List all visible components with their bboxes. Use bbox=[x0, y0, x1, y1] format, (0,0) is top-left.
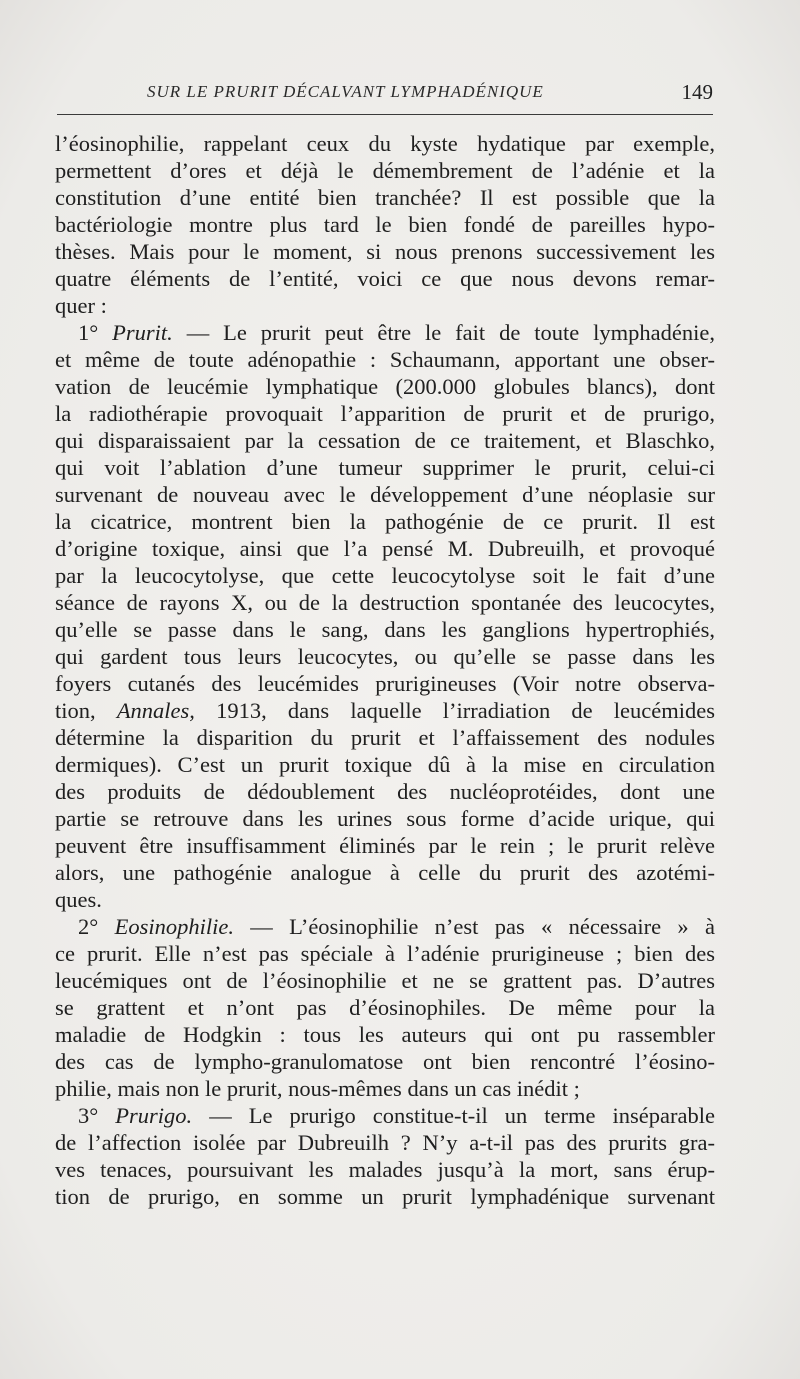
text-line: tion de prurigo, en somme un prurit lymphadénique survenant bbox=[55, 1184, 715, 1209]
text-line: la cicatrice, montrent bien la pathogénie de ce prurit. Il est bbox=[55, 509, 715, 534]
text-line: thèses. Mais pour le moment, si nous prenons successivement les bbox=[55, 239, 715, 264]
text-line: tion, Annales, 1913, dans laquelle l’irradiation de leucémides bbox=[55, 698, 715, 723]
text-line: constitution d’une entité bien tranchée? Il est possible que la bbox=[55, 185, 715, 210]
text-line: peuvent être insuffisamment éliminés par le rein ; le prurit relève bbox=[55, 833, 715, 858]
text-line: alors, une pathogénie analogue à celle du prurit des azotémi- bbox=[55, 860, 715, 885]
text-line: des produits de dédoublement des nucléoprotéides, dont une bbox=[55, 779, 715, 804]
page-header bbox=[57, 78, 713, 112]
text-line: et même de toute adénopathie : Schaumann, apportant une obser- bbox=[55, 347, 715, 372]
text-line: séance de rayons X, ou de la destruction spontanée des leucocytes, bbox=[55, 590, 715, 615]
text-line: qui voit l’ablation d’une tumeur supprimer le prurit, celui-ci bbox=[55, 455, 715, 480]
text-line: d’origine toxique, ainsi que l’a pensé M. Dubreuilh, et provoqué bbox=[55, 536, 715, 561]
text-line: partie se retrouve dans les urines sous forme d’acide urique, qui bbox=[55, 806, 715, 831]
text-line: vation de leucémie lymphatique (200.000 globules blancs), dont bbox=[55, 374, 715, 399]
text-line: philie, mais non le prurit, nous-mêmes dans un cas inédit ; bbox=[55, 1076, 580, 1101]
text-line: quatre éléments de l’entité, voici ce que nous devons remar- bbox=[55, 266, 715, 291]
section-prurigo-heading-line: 3° Prurigo. — Le prurigo constitue-t-il un terme inséparable bbox=[78, 1103, 715, 1128]
header-rule bbox=[57, 114, 713, 115]
text-line: survenant de nouveau avec le développement d’une néoplasie sur bbox=[55, 482, 715, 507]
text-line: par la leucocytolyse, que cette leucocytolyse soit le fait d’une bbox=[55, 563, 715, 588]
text-line: bactériologie montre plus tard le bien fondé de pareilles hypo- bbox=[55, 212, 715, 237]
text-line: de l’affection isolée par Dubreuilh ? N’y a-t-il pas des prurits gra- bbox=[55, 1130, 715, 1155]
text-line: qui disparaissaient par la cessation de ce traitement, et Blaschko, bbox=[55, 428, 715, 453]
running-title: SUR LE PRURIT DÉCALVANT LYMPHADÉNIQUE bbox=[147, 82, 544, 101]
text-line: qu’elle se passe dans le sang, dans les ganglions hypertrophiés, bbox=[55, 617, 715, 642]
text-line: maladie de Hodgkin : tous les auteurs qui ont pu rassembler bbox=[55, 1022, 715, 1047]
section-prurit-heading-line: 1° Prurit. — Le prurit peut être le fait de toute lymphadénie, bbox=[78, 320, 715, 345]
text-line: permettent d’ores et déjà le démembrement de l’adénie et la bbox=[55, 158, 715, 183]
section-eosinophilie-heading-line: 2° Eosinophilie. — L’éosinophilie n’est pas « nécessaire » à bbox=[78, 914, 716, 939]
text-line: l’éosinophilie, rappelant ceux du kyste hydatique par exemple, bbox=[55, 131, 715, 156]
text-line: la radiothérapie provoquait l’apparition de prurit et de prurigo, bbox=[55, 401, 715, 426]
body-text bbox=[55, 130, 715, 1210]
text-line: des cas de lympho-granulomatose ont bien rencontré l’éosino- bbox=[55, 1049, 715, 1074]
page-number: 149 bbox=[681, 80, 713, 104]
text-line: quer : bbox=[55, 293, 107, 318]
text-line: ce prurit. Elle n’est pas spéciale à l’adénie prurigineuse ; bien des bbox=[55, 941, 715, 966]
text-line: dermiques). C’est un prurit toxique dû à la mise en circulation bbox=[55, 752, 715, 777]
text-line: foyers cutanés des leucémides prurigineuses (Voir notre observa- bbox=[55, 671, 715, 696]
text-line: qui gardent tous leurs leucocytes, ou qu’elle se passe dans les bbox=[55, 644, 715, 669]
text-line: leucémiques ont de l’éosinophilie et ne se grattent pas. D’autres bbox=[55, 968, 715, 993]
text-line: ves tenaces, poursuivant les malades jusqu’à la mort, sans érup- bbox=[55, 1157, 715, 1182]
text-line: détermine la disparition du prurit et l’affaissement des nodules bbox=[55, 725, 715, 750]
text-line: ques. bbox=[55, 887, 102, 912]
text-line: se grattent et n’ont pas d’éosinophiles. De même pour la bbox=[55, 995, 715, 1020]
